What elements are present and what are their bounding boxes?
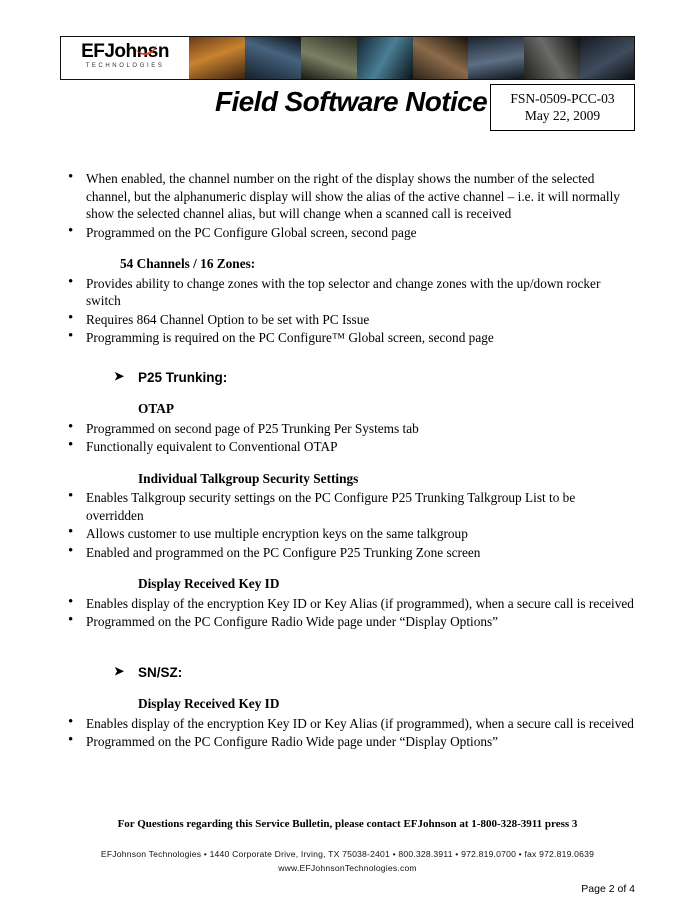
display-key-id-p25-bullet-list (60, 595, 635, 631)
list-item: • Programmed on second page of P25 Trunking Per Systems tab (60, 420, 635, 438)
header-photo-collage (189, 37, 635, 79)
list-item: • Functionally equivalent to Conventional OTAP (60, 438, 635, 456)
collage-photo-2 (245, 37, 301, 79)
efjohnson-logo (61, 37, 189, 79)
document-content (60, 170, 635, 751)
list-item: • Requires 864 Channel Option to be set with PC Issue (60, 311, 635, 329)
document-header (60, 36, 635, 123)
list-item: • Programming is required on the PC Configure™ Global screen, second page (60, 329, 635, 347)
subsection-heading-display-key-id-p25: Display Received Key ID (138, 576, 280, 591)
document-body (0, 170, 695, 752)
subsection-heading-display-key-id-snsz: Display Received Key ID (138, 696, 280, 711)
list-item: • Programmed on the PC Configure Radio Wide page under “Display Options” (60, 613, 635, 631)
list-item: • Provides ability to change zones with the top selector and change zones with the up/down rocker switch (60, 275, 635, 310)
header-banner (60, 36, 635, 80)
list-item: • Programmed on the PC Configure Radio Wide page under “Display Options” (60, 733, 635, 751)
footer-address: EFJohnson Technologies • 1440 Corporate Drive, Irving, TX 75038-2401 • 800.328.3911 • 972.819.0700 • fax 972.819.0639 (100, 849, 595, 859)
section-heading-p25-trunking: ➤ P25 Trunking: (120, 369, 635, 387)
page-title: Field Software Notice (215, 86, 488, 117)
talkgroup-security-bullet-list (60, 489, 635, 561)
section-heading-sn-sz: ➤ SN/SZ: (120, 664, 635, 682)
page-number: Page 2 of 4 (581, 883, 635, 895)
title-row (60, 86, 635, 132)
list-item: • When enabled, the channel number on the right of the display shows the number of the selected channel, but the alphanumeric display will show the alias of the active channel – i.e. it will normally show the selected channel alias, but will change when a scanned call is received (60, 170, 635, 223)
collage-photo-7 (524, 37, 580, 79)
logo-wordmark-text: EFJohns (81, 41, 158, 62)
logo-wordmark-tail: n (157, 41, 169, 62)
collage-photo-6 (468, 37, 524, 79)
collage-photo-1 (189, 37, 245, 79)
collage-photo-3 (301, 37, 357, 79)
list-item: • Enables display of the encryption Key ID or Key Alias (if programmed), when a secure call is received (60, 715, 635, 733)
list-item: • Programmed on the PC Configure Global screen, second page (60, 224, 635, 242)
section-heading-54-channels: 54 Channels / 16 Zones: (120, 256, 256, 271)
logo-wordmark (61, 43, 189, 61)
fsn-date: May 22, 2009 (524, 108, 601, 123)
logo-subtitle: TECHNOLOGIES (85, 63, 165, 69)
intro-bullet-list (60, 170, 635, 241)
section-54-channels-bullet-list (60, 275, 635, 347)
list-item: • Enabled and programmed on the PC Configure P25 Trunking Zone screen (60, 544, 635, 562)
list-item: • Allows customer to use multiple encryption keys on the same talkgroup (60, 525, 635, 543)
collage-photo-4 (357, 37, 413, 79)
footer-website: www.EFJohnsonTechnologies.com (278, 863, 417, 873)
subsection-heading-otap: OTAP (138, 401, 174, 416)
footer-contact-note: For Questions regarding this Service Bulletin, please contact EFJohnson at 1-800-328-3911 press 3 (117, 818, 578, 830)
list-item: • Enables Talkgroup security settings on the PC Configure P25 Trunking Talkgroup List to be overridden (60, 489, 635, 524)
document-footer (0, 818, 695, 895)
subsection-heading-talkgroup-security: Individual Talkgroup Security Settings (138, 470, 359, 486)
fsn-number: FSN-0509-PCC-03 (510, 91, 615, 106)
otap-bullet-list (60, 420, 635, 456)
display-key-id-snsz-bullet-list (60, 715, 635, 751)
collage-photo-5 (413, 37, 469, 79)
list-item: • Enables display of the encryption Key ID or Key Alias (if programmed), when a secure call is received (60, 595, 635, 613)
fsn-info-box (490, 84, 635, 131)
collage-photo-8 (580, 37, 635, 79)
section-spacer (60, 632, 635, 642)
